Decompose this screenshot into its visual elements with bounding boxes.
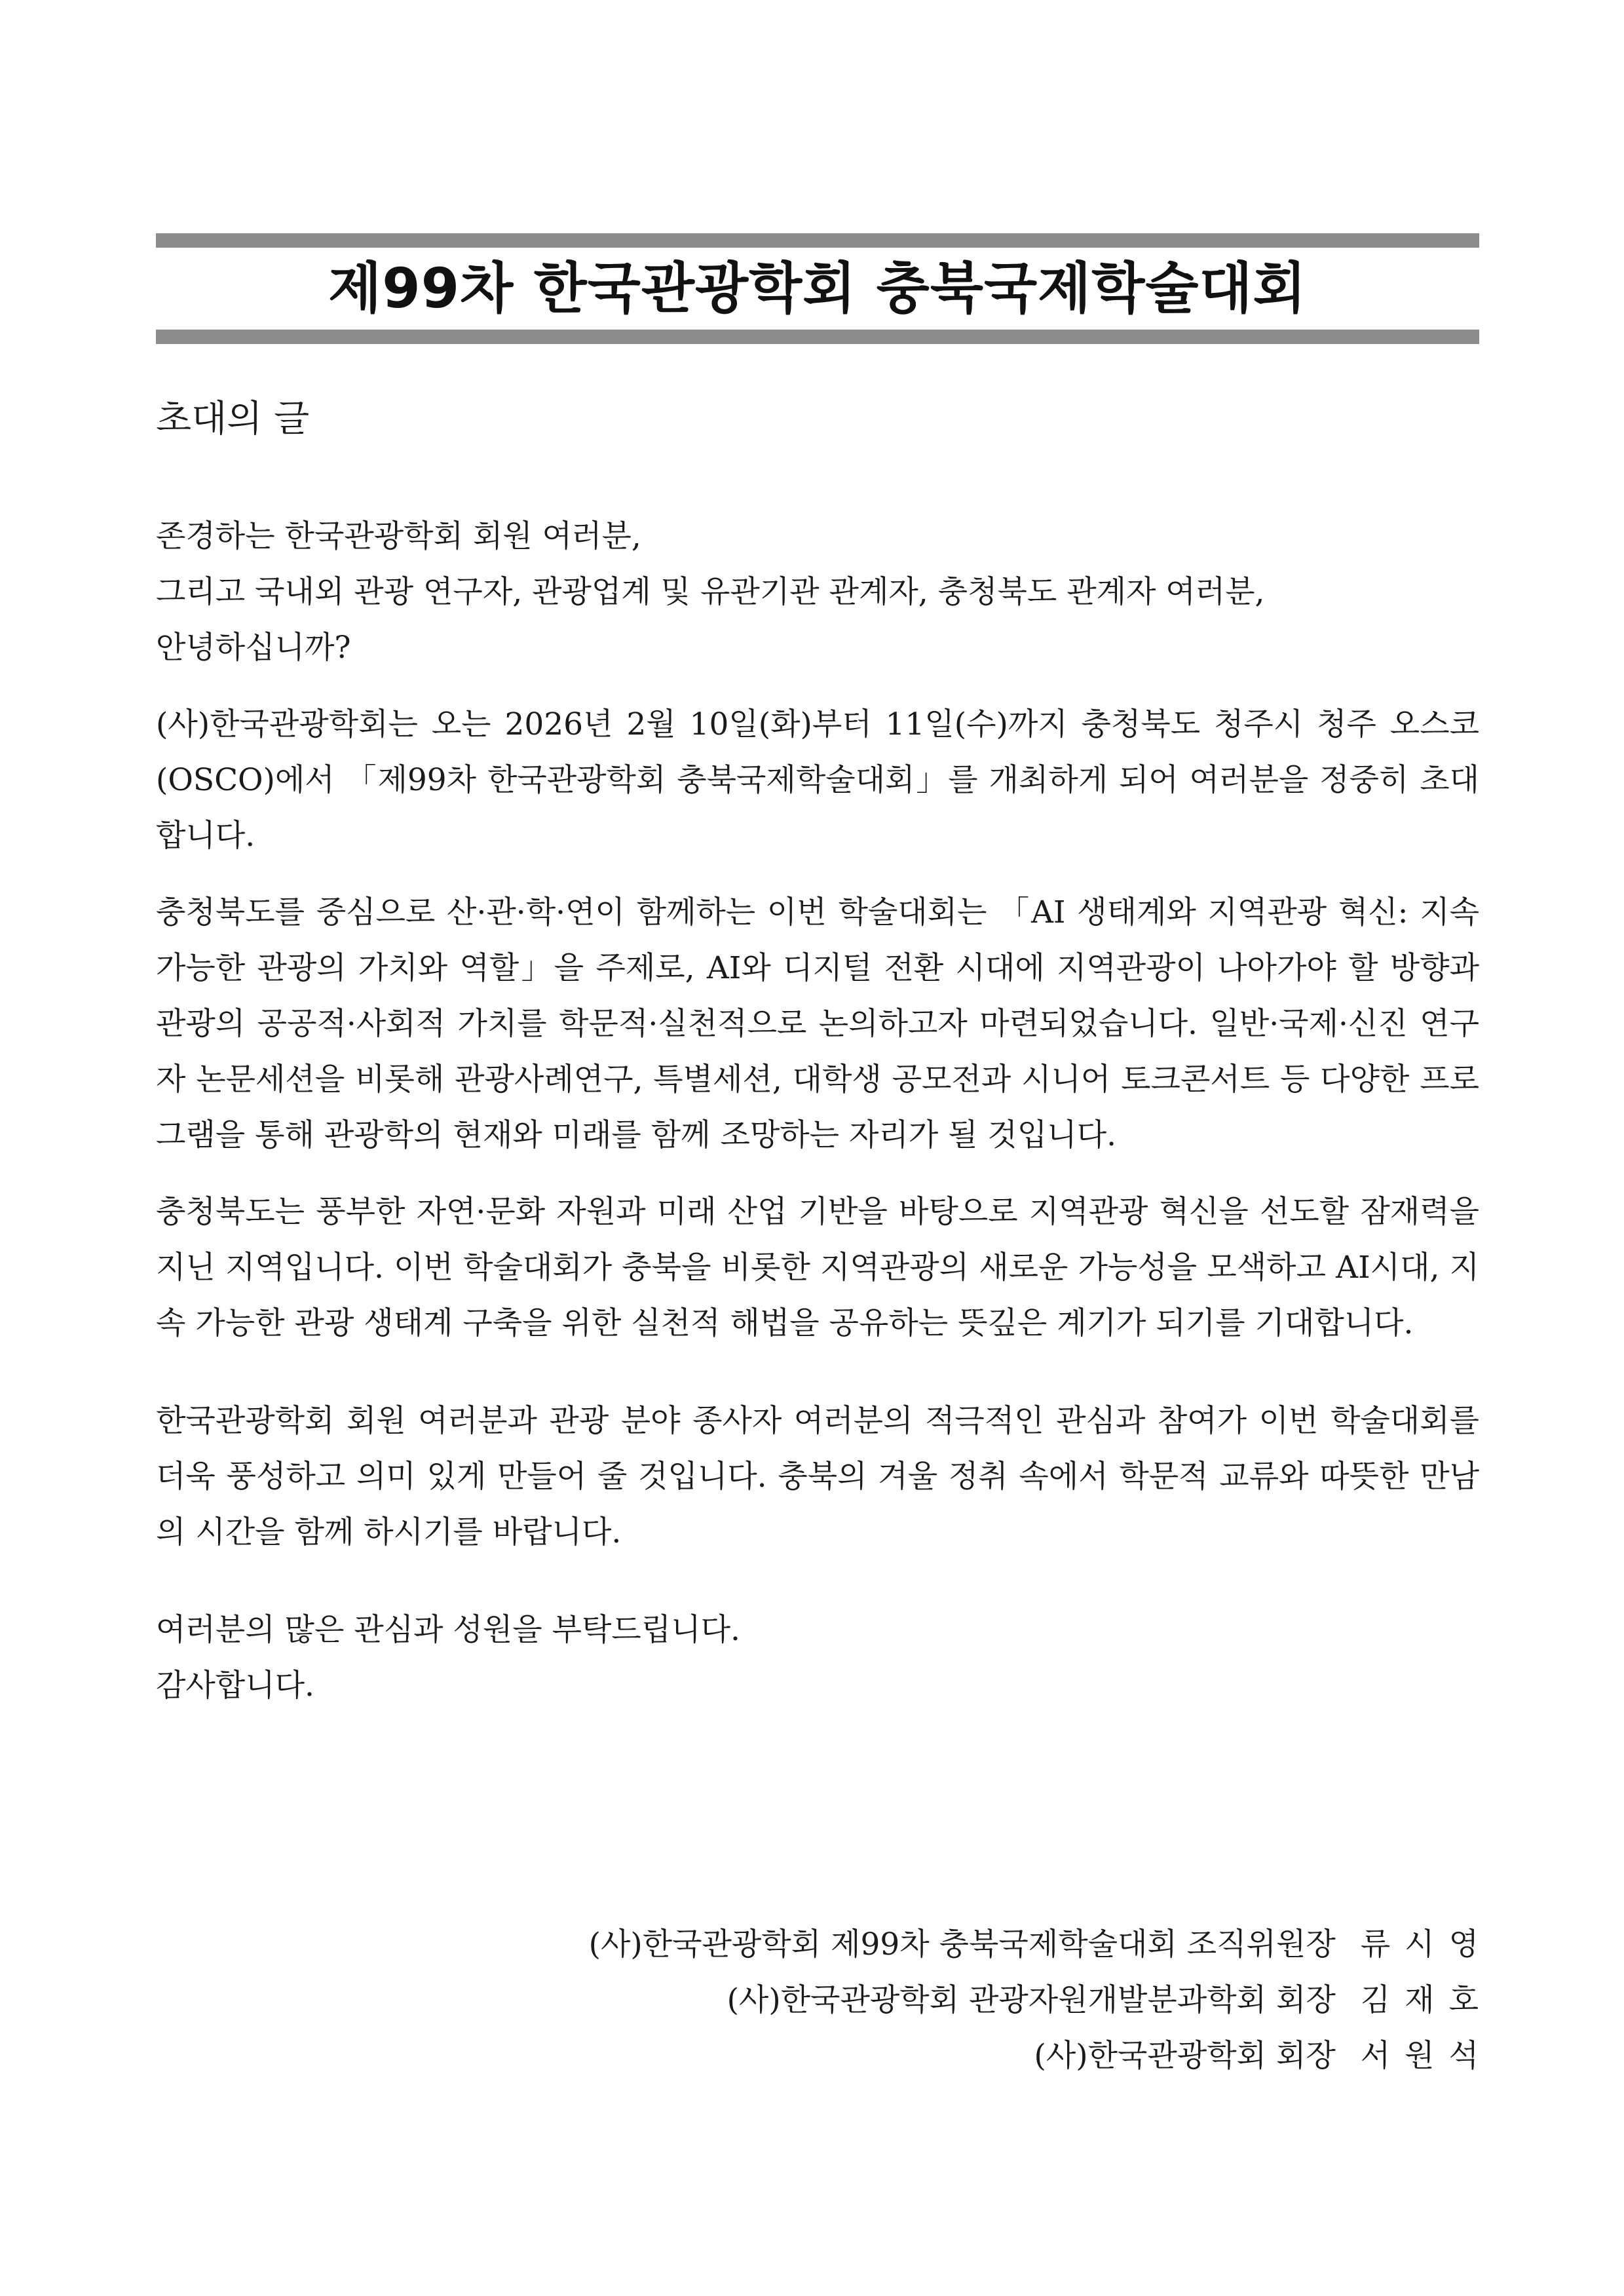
body-paragraph: 충청북도는 풍부한 자연·문화 자원과 미래 산업 기반을 바탕으로 지역관광 혁신을 선도할 잠재력을 지닌 지역입니다. 이번 학술대회가 충북을 비롯한 지역관광의 새로운 가능성을 모색하고 AI시대, 지속 가능한 관광 생태계 구축을 위한 실천적 해법을 공유하는 뜻깊은 계기가 되기를 기대합니다. (156, 1194, 1479, 1341)
greeting-line: 존경하는 한국관광학회 회원 여러분, (156, 518, 641, 554)
body-paragraph: 충청북도를 중심으로 산·관·학·연이 함께하는 이번 학술대회는 「AI 생태계와 지역관광 혁신: 지속가능한 관광의 가치와 역할」을 주제로, AI와 디지털 전환 시대에 지역관광이 나아가야 할 방향과 관광의 공공적·사회적 가치를 학문적·실천적으로 논의하고자 마련되었습니다. 일반·국제·신진 연구자 논문세션을 비롯해 관광사례연구, 특별세션, 대학생 공모전과 시니어 토크콘서트 등 다양한 프로그램을 통해 관광학의 현재와 미래를 함께 조망하는 자리가 될 것입니다. (156, 894, 1479, 1153)
signature-block (588, 1917, 1493, 2084)
greeting-line: 그리고 국내외 관광 연구자, 관광업계 및 유관기관 관계자, 충청북도 관계자 여러분, (156, 574, 1265, 610)
signature-role: (사)한국관광학회 제99차 충북국제학술대회 조직위원장 (588, 1926, 1336, 1962)
signature-name: 류시영 (1360, 1926, 1493, 1962)
closing-line: 여러분의 많은 관심과 성원을 부탁드립니다. (156, 1612, 740, 1648)
signature-name: 서원석 (1360, 2038, 1493, 2074)
body-paragraph: 한국관광학회 회원 여러분과 관광 분야 종사자 여러분의 적극적인 관심과 참여가 이번 학술대회를 더욱 풍성하고 의미 있게 만들어 줄 것입니다. 충북의 겨울 정취 속에서 학문적 교류와 따뜻한 만남의 시간을 함께 하시기를 바랍니다. (156, 1403, 1479, 1550)
signature-role: (사)한국관광학회 관광자원개발분과학회 회장 (727, 1982, 1336, 2018)
signature-line (589, 1972, 1493, 2028)
signature-line (589, 2028, 1493, 2084)
letter-heading: 초대의 글 (156, 398, 310, 440)
greeting-line: 안녕하십니까? (156, 630, 351, 666)
closing-line: 감사합니다. (156, 1668, 314, 1704)
letter-body (156, 393, 1479, 1713)
signature-name: 김재호 (1360, 1982, 1493, 2018)
body-paragraph: (사)한국관광학회는 오는 2026년 2월 10일(화)부터 11일(수)까지 충청북도 청주시 청주 오스코(OSCO)에서 「제99차 한국관광학회 충북국제학술대회」를 개최하게 되어 여러분을 정중히 초대합니다. (156, 706, 1479, 854)
title-bottom-rule (156, 330, 1479, 344)
page-title: 제99차 한국관광학회 충북국제학술대회 (328, 256, 1307, 320)
signature-role: (사)한국관광학회 회장 (1034, 2038, 1336, 2074)
title-top-rule (156, 233, 1479, 248)
signature-line (588, 1917, 1493, 1972)
